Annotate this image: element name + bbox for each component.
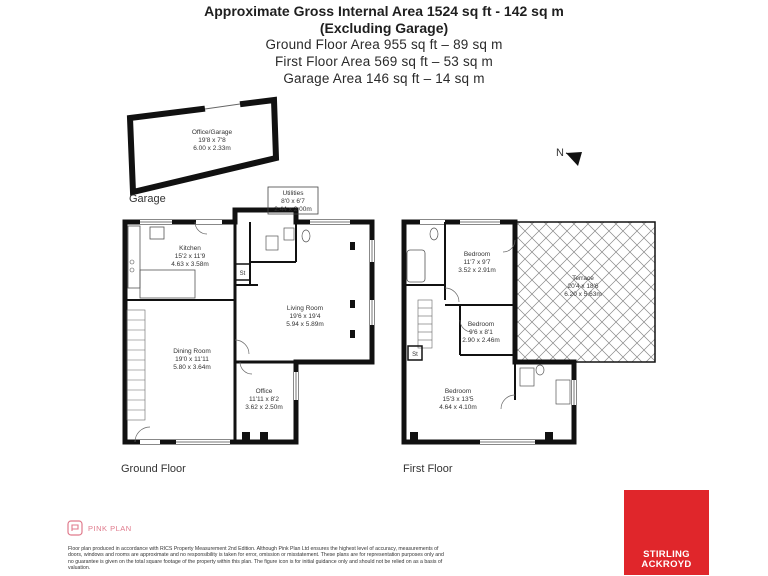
subtitle-excluding-garage: (Excluding Garage) [319,20,449,36]
garage-label: Garage [129,193,166,205]
kitchen-name: Kitchen [179,245,201,252]
ground-floor-label: Ground Floor [121,463,186,475]
terrace-metric: 6.20 x 5.63m [564,291,602,298]
utilities-imperial: 8'0 x 6'7 [281,198,305,205]
garage-room-name: Office/Garage [191,129,233,136]
ground-floor-area: Ground Floor Area 955 sq ft – 89 sq m [265,37,503,52]
garage-area: Garage Area 146 sq ft – 14 sq m [283,71,485,86]
first-floor-plan [404,222,655,442]
agent-logo [624,490,709,575]
first-floor-label: First Floor [403,463,453,475]
garage-plan [130,100,276,192]
office-metric: 3.62 x 2.50m [245,404,283,411]
dining-metric: 5.80 x 3.64m [173,364,211,371]
bedroom2-imperial: 9'6 x 8'1 [469,329,493,336]
bedroom2-name: Bedroom [467,321,495,328]
terrace-imperial: 20'4 x 18'6 [567,283,599,290]
ground-floor-plan [125,187,372,442]
living-name: Living Room [286,305,324,312]
compass-north-icon [556,147,582,166]
pink-plan-logo-icon [68,521,82,535]
office-imperial: 11'11 x 8'2 [248,396,280,403]
kitchen-metric: 4.63 x 3.58m [171,261,209,268]
dining-imperial: 19'0 x 11'11 [175,356,209,363]
first-store-label: St [412,352,418,358]
utilities-metric: 2.44 x 2.00m [274,206,312,213]
garage-room-metric: 6.00 x 2.33m [193,145,231,152]
bedroom1-name: Bedroom [463,251,491,258]
ground-store-label: St [239,271,246,277]
living-imperial: 19'6 x 19'4 [289,313,321,320]
bedroom3-metric: 4.64 x 4.10m [439,404,477,411]
terrace-name: Terrace [572,275,594,282]
garage-room-imperial: 19'8 x 7'8 [198,137,226,144]
title-gross-area: Approximate Gross Internal Area 1524 sq ft - 142 sq m [204,3,564,19]
agent-logo-line2: ACKROYD [641,559,692,570]
living-metric: 5.94 x 5.89m [286,321,324,328]
bedroom3-imperial: 15'3 x 13'5 [442,396,474,403]
bedroom3-name: Bedroom [444,388,472,395]
compass-label: N [556,147,564,159]
agent-logo-line1: STIRLING [643,549,690,560]
kitchen-imperial: 15'2 x 11'9 [174,253,206,260]
dining-name: Dining Room [173,348,211,355]
bedroom1-metric: 3.52 x 2.91m [458,267,496,274]
pink-plan-label: PINK PLAN [88,524,132,533]
bedroom1-imperial: 11'7 x 9'7 [463,259,491,266]
disclaimer-text: Floor plan produced in accordance with RICS Property Measurement 2nd Edition. Although Pink Plan Ltd ensures the highest level of accuracy, measurements of doors, windows and rooms are approximate and no responsibility is taken for error, omission or misstatement. These plans are for representation purposes only and no guarantee is given on the total square footage of the property within this plan. The figure icon is for initial guidance only and should not be relied on as a basis of valuation. [68,546,444,571]
bedroom2-metric: 2.90 x 2.46m [462,337,500,344]
utilities-name: Utilities [282,190,304,197]
first-floor-area: First Floor Area 569 sq ft – 53 sq m [274,54,494,69]
office-name: Office [255,388,273,395]
